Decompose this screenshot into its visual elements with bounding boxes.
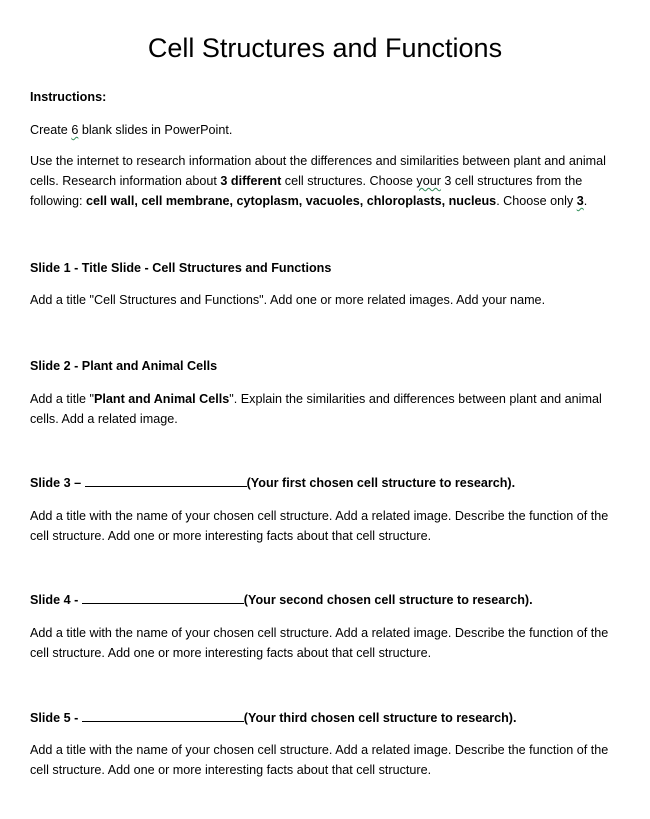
para-text-2: cell structures. Choose bbox=[281, 174, 417, 188]
structure-list: cell wall, cell membrane, cytoplasm, vacuoles, chloroplasts, nucleus bbox=[86, 194, 497, 208]
slide-1-heading: Slide 1 - Title Slide - Cell Structures and Functions bbox=[30, 261, 332, 275]
slide-2-heading: Slide 2 - Plant and Animal Cells bbox=[30, 359, 218, 373]
instructions-heading: Instructions: bbox=[30, 90, 107, 104]
slide-3-heading bbox=[30, 473, 630, 493]
para-text-4: . Choose only bbox=[496, 194, 577, 208]
slide-4-body: Add a title with the name of your chosen cell structure. Add a related image. Describe the function of the cell structure. Add one or more interesting facts about that cell structure. bbox=[30, 626, 609, 660]
slide-3-heading-prefix: Slide 3 – bbox=[30, 476, 85, 490]
para-text-1: Use the internet to research information about the differences and similarities between plant and animal cells. Research information about bbox=[30, 154, 606, 188]
slide-3-blank-line[interactable] bbox=[85, 475, 247, 487]
slide-2-body-post: ". Explain the similarities and differences between plant and animal cells. Add a related image. bbox=[30, 392, 602, 426]
slide-3-heading-suffix: (Your first chosen cell structure to research). bbox=[246, 476, 516, 490]
slide-1-body: Add a title "Cell Structures and Functions". Add one or more related images. Add your name. bbox=[30, 293, 546, 307]
slide-count: 6 bbox=[71, 123, 79, 137]
para-bold-3: 3 bbox=[576, 194, 584, 208]
slide-2-body-pre: Add a title " bbox=[30, 392, 94, 406]
create-text-end: blank slides in PowerPoint. bbox=[78, 123, 233, 137]
slide-5-heading-prefix: Slide 5 - bbox=[30, 711, 82, 725]
slide-4-heading-suffix: (Your second chosen cell structure to research). bbox=[243, 593, 533, 607]
slide-5-body: Add a title with the name of your chosen cell structure. Add a related image. Describe the function of the cell structure. Add one or more interesting facts about that cell structure. bbox=[30, 743, 609, 777]
slide-4-heading-prefix: Slide 4 - bbox=[30, 593, 82, 607]
instructions-paragraph bbox=[30, 151, 630, 211]
instructions-line-create bbox=[30, 120, 630, 140]
slide-3-body: Add a title with the name of your chosen cell structure. Add a related image. Describe the function of the cell structure. Add one or more interesting facts about that cell structure. bbox=[30, 509, 609, 543]
para-your: your bbox=[416, 174, 441, 188]
slide-4-blank-line[interactable] bbox=[82, 592, 244, 604]
page-title: Cell Structures and Functions bbox=[147, 33, 503, 63]
create-text: Create bbox=[30, 123, 72, 137]
slide-5-heading-suffix: (Your third chosen cell structure to research). bbox=[243, 711, 517, 725]
slide-2-body-bold: Plant and Animal Cells bbox=[93, 392, 230, 406]
slide-5-heading bbox=[30, 708, 630, 728]
para-bold-3-different: 3 different bbox=[220, 174, 282, 188]
slide-2-body bbox=[30, 389, 630, 429]
slide-5-blank-line[interactable] bbox=[82, 710, 244, 722]
slide-4-heading bbox=[30, 590, 630, 610]
para-text-3: 3 cell structures from the following: bbox=[30, 174, 583, 208]
para-text-5: . bbox=[583, 194, 588, 208]
